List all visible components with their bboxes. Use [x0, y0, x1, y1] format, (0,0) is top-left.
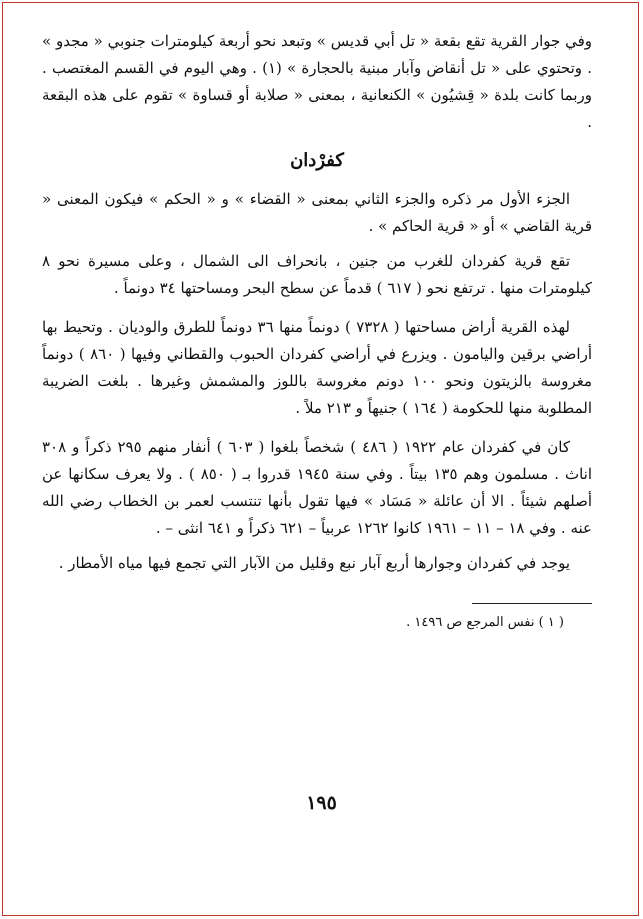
footnote-divider — [472, 603, 592, 604]
paragraph-population: كان في كفردان عام ١٩٢٢ ( ٤٨٦ ) شخصاً بلغوا ( ٦٠٣ ) أنفار منهم ٢٩٥ ذكراً و ٣٠٨ اناث . مسلمون وهم ١٣٥ بيتاً . وفي سنة ١٩٤٥ قدروا بـ ( ٨٥٠ ) . ولا يعرف سكانها عن أصلهم شيئاً . الا أن عائلة « مَسَاد » فيها تقول بأنها تنتسب لعمر بن الخطاب رضي الله عنه . وفي ١٨ – ١١ – ١٩٦١ كانوا ١٢٦٢ عربياً – ٦٢١ ذكراً و ٦٤١ انثى – . — [42, 438, 593, 537]
paragraph-etymology: الجزء الأول مر ذكره والجزء الثاني بمعنى « القضاء » و « الحكم » فيكون المعنى « قرية القاضي » أو « قرية الحاكم » . — [42, 190, 592, 235]
footnote: ( ١ ) نفس المرجع ص ١٤٩٦ . — [406, 615, 564, 630]
paragraph-location: تقع قرية كفردان للغرب من جنين ، بانحراف الى الشمال ، وعلى مسيرة نحو ٨ كيلومترات منها . ترتفع نحو ( ٦١٧ ) قدماً عن سطح البحر ومساحتها ٣٤ دونماً . — [42, 252, 592, 297]
paragraph-wells: يوجد في كفردان وجوارها أربع آبار نبع وقليل من الآبار التي تجمع فيها مياه الأمطار . — [58, 554, 570, 572]
paragraph-lands: لهذه القرية أراض مساحتها ( ٧٣٢٨ ) دونماً منها ٣٦ دونماً للطرق والوديان . وتحيط بها أراضي برقين واليامون . ويزرع في أراضي كفردان الحبوب والقطاني وفيها ( ٨٦٠ ) دونماً مغروسة بالزيتون ونحو ١٠٠ دونم مغروسة باللوز والمشمش وغيرها . بلغت الضريبة المطلوبة منها للحكومة ( ١٦٤ ) جنيهاً و ٢١٣ ملاً . — [42, 318, 592, 417]
page-number: ١٩٥ — [306, 792, 337, 814]
document-page — [42, 28, 592, 634]
section-heading: كفرْدان — [290, 150, 344, 171]
intro-paragraph: وفي جوار القرية تقع بقعة « تل أبي قديس » وتبعد نحو أربعة كيلومترات جنوبي « مجدو » . وتحتوي على « تل أنقاض وآبار مبنية بالحجارة » (١) . وهي اليوم في القسم المغتصب . وربما كانت بلدة « قِشيُون » الكنعانية ، بمعنى « صلابة أو قساوة » تقوم على هذه البقعة . — [42, 32, 592, 131]
